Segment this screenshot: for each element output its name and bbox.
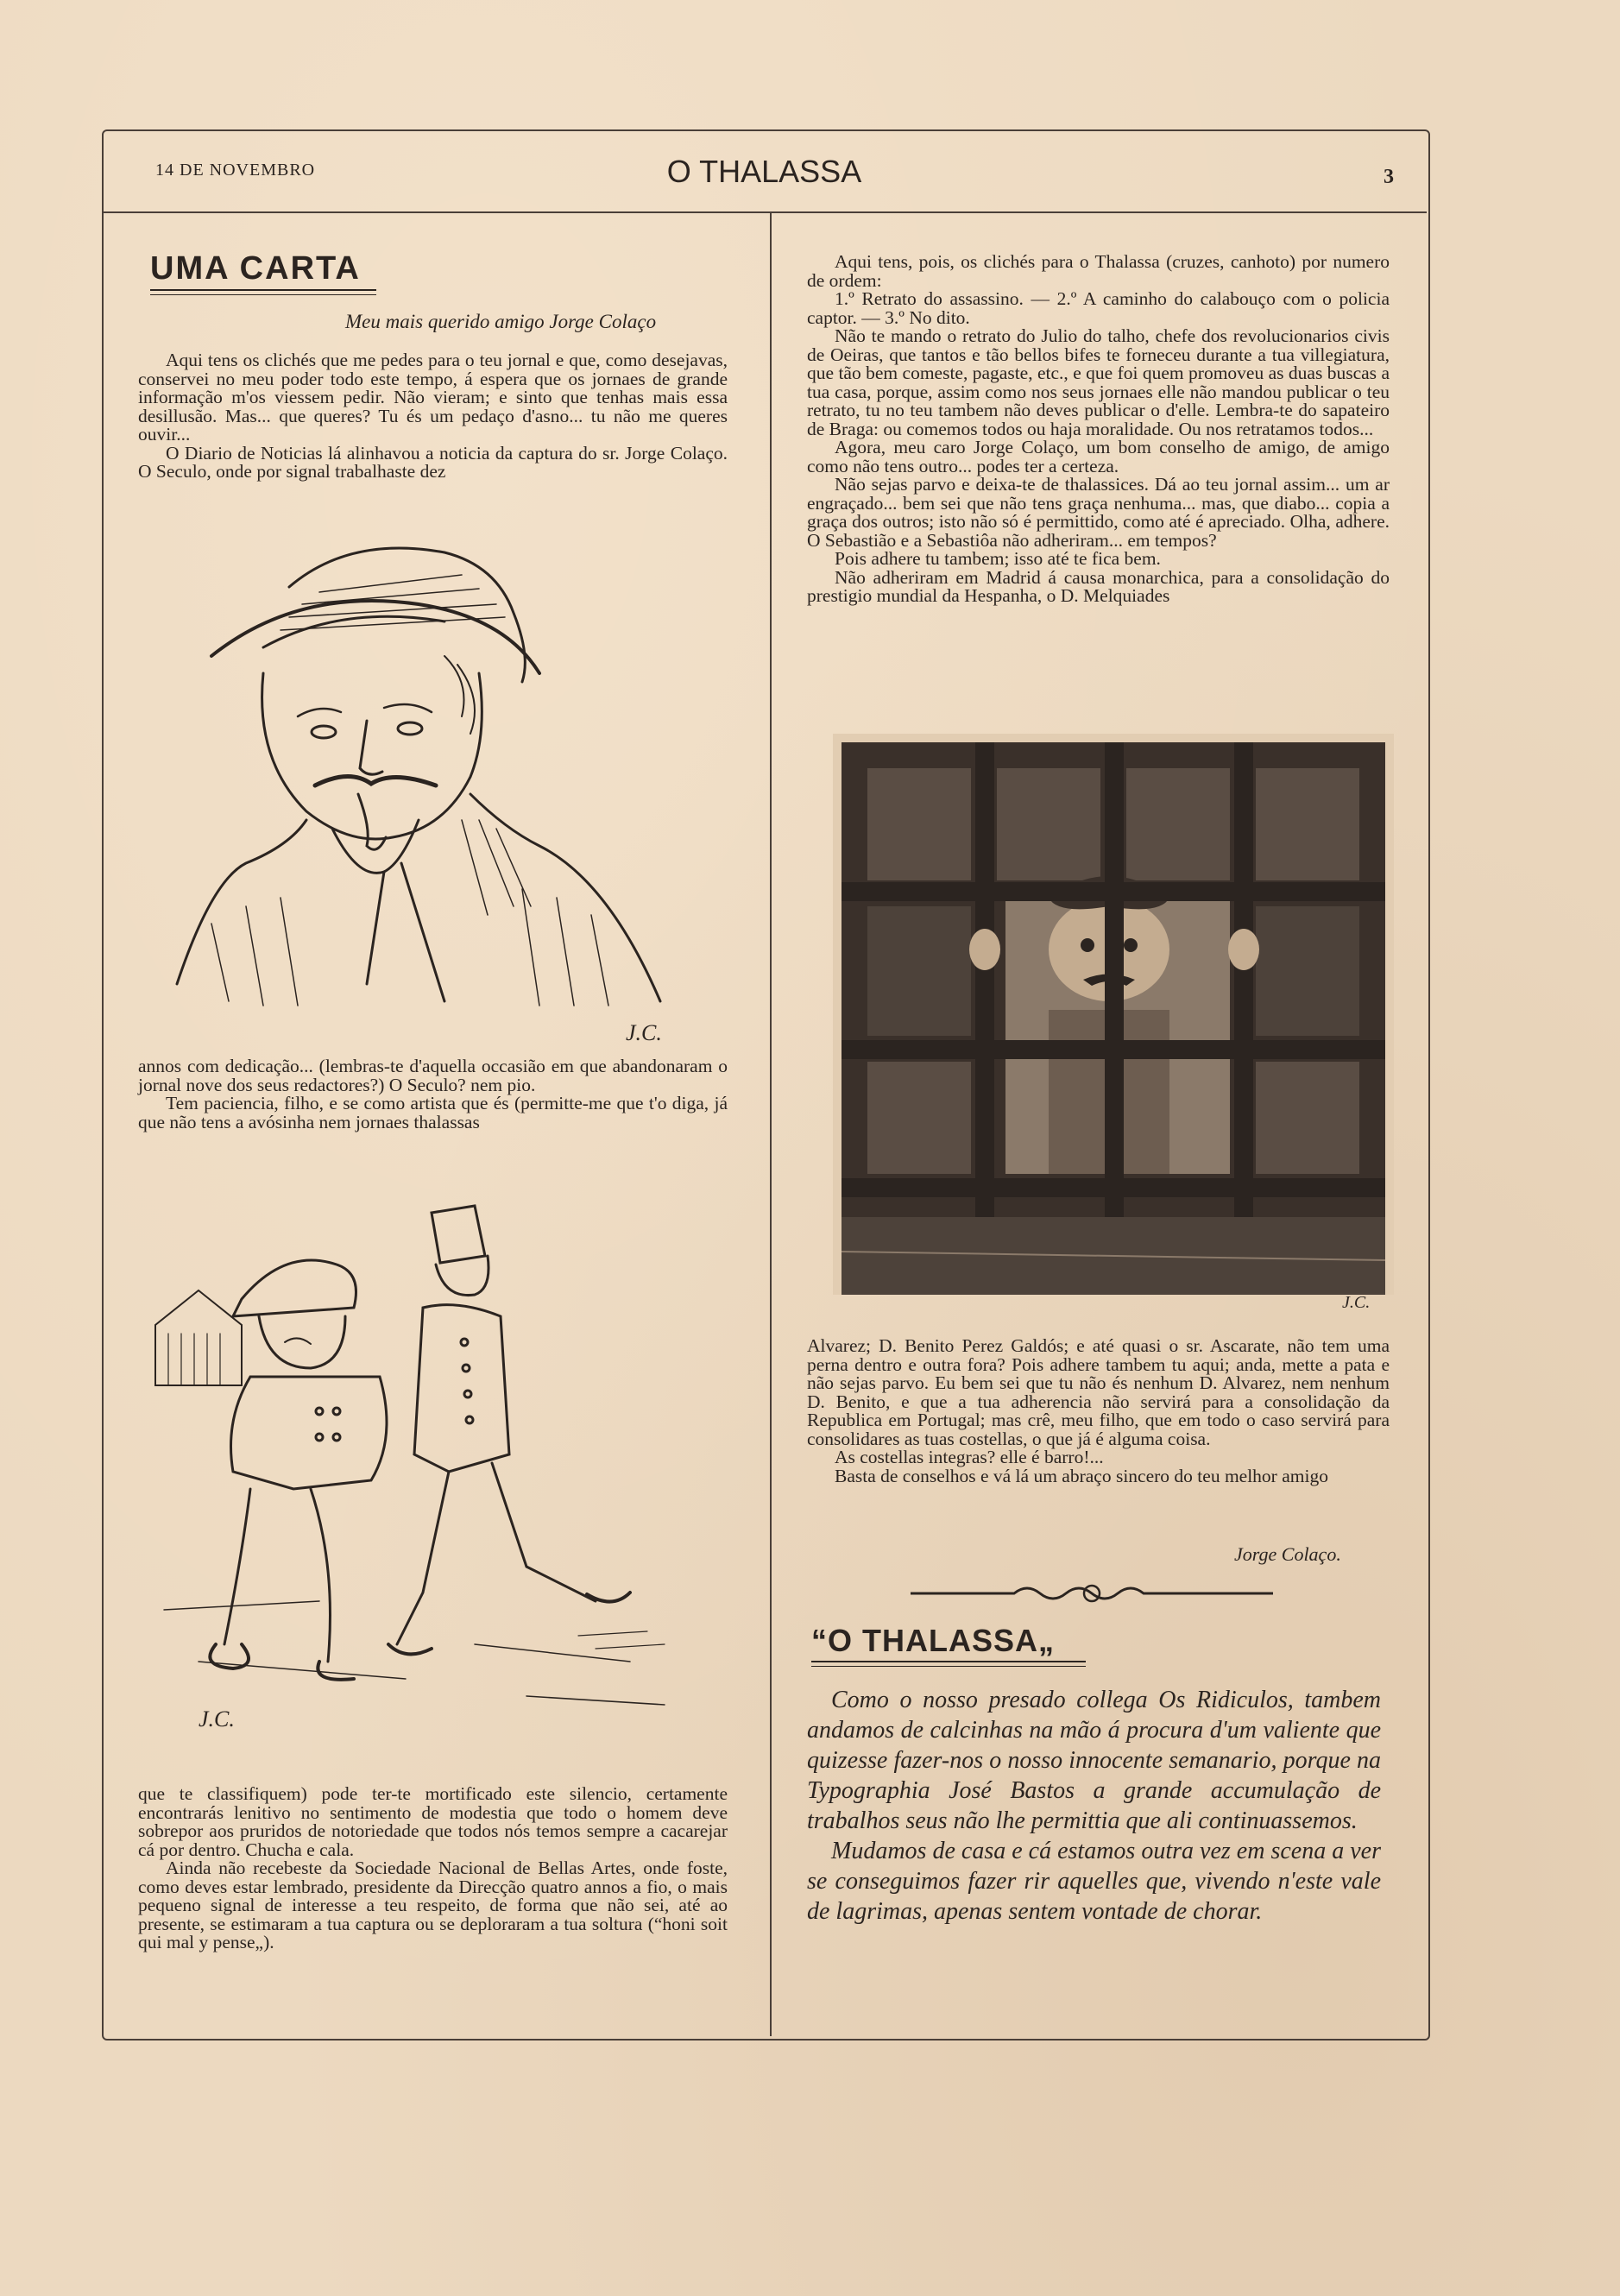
paragraph: Como o nosso presado collega Os Ridiculos, tambem andamos de calcinhas na mão á procura d'um valiente que quizesse fazer-nos o nosso innocente semanario, porque na Typographia José Bastos a grande accumulação de trabalhos seus não lhe permittia que ali continuassemos. bbox=[807, 1687, 1381, 1834]
newspaper-title: O THALASSA bbox=[666, 154, 862, 189]
column-divider bbox=[770, 213, 772, 2036]
paragraph: Alvarez; D. Benito Perez Galdós; e até quasi o sr. Ascarate, não tem uma perna dentro e outra fora? Pois adhere tambem tu aqui; anda, mette a pata e não sejas parvo. Eu bem sei que tu não és nenhum D. Alvarez, nem nenhum D. Benito, e que a tua adherencia não servirá para a consolidação da Republica em Portugal; mas crê, meu filho, que em todo o caso servirá para consolidares as tuas costellas, o que já é alguma coisa. bbox=[807, 1335, 1390, 1449]
title-underline bbox=[150, 289, 376, 295]
page-number: 3 bbox=[1384, 166, 1394, 188]
letter-salutation: Meu mais querido amigo Jorge Colaço bbox=[345, 311, 657, 332]
paragraph: Basta de conselhos e vá lá um abraço sincero do teu melhor amigo bbox=[835, 1465, 1328, 1486]
portrait-initials: J.C. bbox=[626, 1020, 662, 1044]
paragraph: Não sejas parvo e deixa-te de thalassices. Dá ao teu jornal assim... um ar engraçado... bem sei que não tens graça nenhuma... mas, que diabo... copia a graça dos outros; isto não só é permittido, como até é apreciado. Olha, adhere. O Sebastião e a Sebastiôa não adheriram... em tempos? bbox=[807, 474, 1390, 551]
page-header bbox=[102, 129, 1427, 213]
paragraph: Tem paciencia, filho, e se como artista que és (permitte-me que t'o diga, já que não tens a avósinha nem jornaes thalassas bbox=[138, 1093, 728, 1132]
paragraph: Não adheriram em Madrid á causa monarchica, para a consolidação do prestigio mundial da Hespanha, o D. Melquiades bbox=[807, 566, 1390, 606]
letter-text-block-5 bbox=[807, 1337, 1390, 1485]
paragraph: 1.º Retrato do assassino. — 2.º A caminho do calabouço com o policia captor. — 3.º No dito. bbox=[807, 288, 1390, 328]
letter-signature: Jorge Colaço. bbox=[1234, 1543, 1341, 1565]
section-title-underline bbox=[811, 1661, 1086, 1667]
paragraph: As costellas integras? elle é barro!... bbox=[835, 1447, 1104, 1467]
issue-date: 14 DE NOVEMBRO bbox=[155, 161, 316, 180]
portrait-illustration bbox=[160, 535, 712, 1044]
section-title: “O THALASSA„ bbox=[811, 1623, 1055, 1658]
paragraph: Aqui tens os clichés que me pedes para o teu jornal e que, como desejavas, conservei no meu poder todo este tempo, á espera que os jornaes de grande informação m'os viessem pedir. Não vieram; e sinto que tenhas mais essa desillusão. Mas... que queres? Tu és um pedaço d'asno... tu não me queres ouvir... bbox=[138, 350, 728, 445]
paragraph: Ainda não recebeste da Sociedade Nacional de Bellas Artes, onde foste, como deves estar lembrado, presidente da Direcção quatro annos a fio, o mais pequeno signal de interesse a teu respeito, de forma que não sei, até ao presente, se estimaram a tua captura ou se deploraram a tua soltura (“honi soit qui mal y pense„). bbox=[138, 1858, 728, 1952]
ornament-divider bbox=[911, 1580, 1273, 1605]
arrest-illustration bbox=[147, 1195, 699, 1739]
paragraph: Pois adhere tu tambem; isso até te fica bem. bbox=[835, 548, 1161, 569]
paragraph: O Diario de Noticias lá alinhavou a noticia da captura do sr. Jorge Colaço. O Seculo, onde por signal trabalhaste dez bbox=[138, 442, 728, 482]
article-title: UMA CARTA bbox=[150, 250, 361, 287]
arrest-initials: J.C. bbox=[199, 1706, 235, 1731]
letter-text-block-3 bbox=[138, 1785, 728, 1952]
paragraph: Mudamos de casa e cá estamos outra vez em scena a ver se conseguimos fazer rir aquelles que, vivendo n'este vale de lagrimas, apenas sentem vontade de chorar. bbox=[807, 1838, 1381, 1925]
prison-illustration bbox=[833, 734, 1394, 1312]
section-text bbox=[807, 1685, 1381, 1927]
letter-text-block-2 bbox=[138, 1057, 728, 1132]
paragraph: Aqui tens, pois, os clichés para o Thalassa (cruzes, canhoto) por numero de ordem: bbox=[807, 251, 1390, 291]
letter-text-block-4 bbox=[807, 253, 1390, 606]
paragraph: Não te mando o retrato do Julio do talho, chefe dos revolucionarios civis de Oeiras, que tantos e tão bellos bifes te forneceu durante a tua villegiatura, que tão bem comeste, pagaste, etc., e que foi quem promoveu as duas buscas a tua casa, porque, assim como nos seus jornaes elle não mandou publicar o teu retrato, tu no teu tambem não deves publicar o d'elle. Lembra-te do sapateiro de Braga: ou comemos todos ou haja moralidade. Ou nos retratamos todos... bbox=[807, 325, 1390, 439]
paragraph: Agora, meu caro Jorge Colaço, um bom conselho de amigo, de amigo como não tens outro... podes ter a certeza. bbox=[807, 437, 1390, 476]
prison-initials: J.C. bbox=[1342, 1293, 1371, 1312]
paragraph: annos com dedicação... (lembras-te d'aquella occasião em que abandonaram o jornal nove dos seus redactores?) O Seculo? nem pio. bbox=[138, 1056, 728, 1095]
paragraph: que te classifiquem) pode ter-te mortificado este silencio, certamente encontrarás lenitivo no sentimento de modestia que todo o homem deve sobrepor aos pruridos de notoriedade que todos nós temos sempre a cacarejar cá por dentro. Chucha e cala. bbox=[138, 1783, 728, 1860]
letter-text-block-1 bbox=[138, 351, 728, 482]
